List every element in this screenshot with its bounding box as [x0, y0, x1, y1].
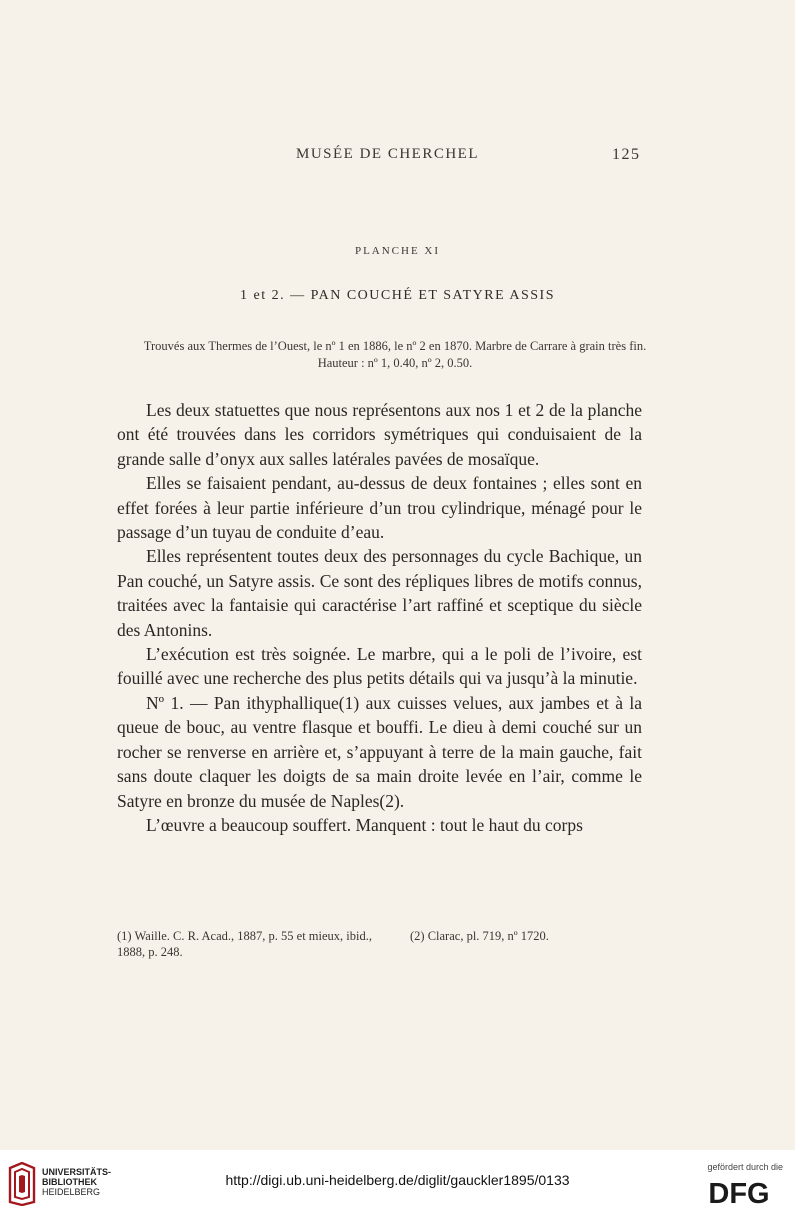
dfg-logo-icon	[697, 1178, 781, 1206]
dfg-logo-text: DFG	[708, 1178, 770, 1206]
page-number: 125	[612, 146, 641, 163]
paragraph: Les deux statuettes que nous représentons aux nos 1 et 2 de la planche ont été trouvées dans les corridors symétriques qui conduisaient de la grande salle d’onyx aux salles latérales pavées de mosaïque.	[117, 400, 642, 469]
library-name-line: BIBLIOTHEK	[42, 1177, 97, 1187]
running-title: MUSÉE DE CHERCHEL	[296, 146, 479, 162]
paragraph: L’exécution est très soignée. Le marbre, qui a le poli de l’ivoire, est fouillé avec une recherche des plus petits détails qui va jusqu’à la minutie.	[117, 644, 642, 689]
section-title: 1 et 2. — PAN COUCHÉ ET SATYRE ASSIS	[240, 288, 555, 303]
paragraph: L’œuvre a beaucoup souffert. Manquent : tout le haut du corps	[146, 814, 583, 835]
paragraph: Elles représentent toutes deux des personnages du cycle Bachique, un Pan couché, un Satyre assis. Ce sont des répliques libres de motifs connus, traitées avec la fantaisie qui caractérise l’art raffiné et sceptique du siècle des Antonins.	[117, 546, 642, 640]
paragraph: Elles se faisaient pendant, au-dessus de deux fontaines ; elles sont en effet forées à leur partie inférieure d’un trou cylindrique, ménagé pour le passage d’un tuyau de conduite d’eau.	[117, 473, 642, 543]
paragraph: Nº 1. — Pan ithyphallique(1) aux cuisses velues, aux jambes et à la queue de bouc, au ventre flasque et bouffi. Le dieu à demi couché sur un rocher se renverse en arrière et, s’appuyant à terre de la main gauche, fait sans doute claquer les doigts de sa main droite levée en l’air, comme le Satyre en bronze du musée de Naples(2).	[117, 692, 642, 811]
footnote-2: (2) Clarac, pl. 719, nº 1720.	[410, 929, 549, 943]
library-name-line: HEIDELBERG	[42, 1187, 101, 1197]
permalink-url[interactable]: http://digi.ub.uni-heidelberg.de/diglit/gauckler1895/0133	[225, 1172, 570, 1188]
viewer-footer	[0, 1150, 795, 1215]
body-text	[117, 398, 642, 837]
funding-credit: gefördert durch die	[707, 1162, 783, 1172]
footnote-1: (1) Waille. C. R. Acad., 1887, p. 55 et mieux, ibid., 1888, p. 248.	[117, 929, 372, 959]
library-name-line: UNIVERSITÄTS-	[42, 1167, 112, 1177]
plate-heading: PLANCHE XI	[354, 245, 441, 257]
find-description: Trouvés aux Thermes de l’Ouest, le nº 1 en 1886, le nº 2 en 1870. Marbre de Carrare à grain très fin. Hauteur : nº 1, 0.40, nº 2, 0.50.	[143, 339, 647, 370]
